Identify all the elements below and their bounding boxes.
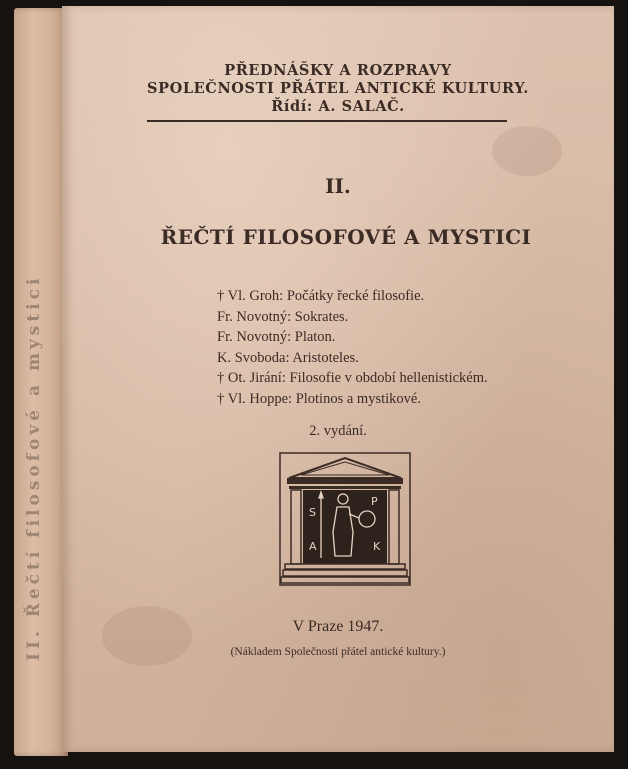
book-spine [14,8,68,756]
contents-work: Počátky řecké filosofie. [286,288,425,304]
contents-work: Platon. [294,329,336,345]
contents-author: † Ot. Jirání: [217,370,286,386]
contents-item [217,286,597,307]
contents-author: † Vl. Hoppe: [217,390,293,407]
contents-work: Aristoteles. [292,349,359,366]
series-editor: Řídí: A. SALAČ. [271,98,405,115]
contents-item [217,327,597,348]
emblem-letter-p: P [371,495,378,508]
contents-item [217,307,597,328]
contents-author: Fr. Novotný: [217,308,292,325]
contents-work: Sokrates. [294,308,349,325]
book-title: ŘEČTÍ FILOSOFOVÉ A MYSTICI [160,225,532,249]
contents-work: Plotinos a mystikové. [295,390,421,407]
header-rule [147,120,507,122]
contents-author: Fr. Novotný: [217,329,292,345]
emblem-letter-k: K [373,540,381,553]
edition-label: 2. vydání. [309,423,367,439]
contents-item [217,348,597,369]
contents-list [217,286,597,409]
contents-work: Filosofie v období hellenistickém. [289,370,488,386]
series-line-2: SPOLEČNOSTI PŘÁTEL ANTICKÉ KULTURY. [147,80,529,97]
book-cover [62,6,614,752]
contents-author: K. Svoboda: [217,349,290,366]
volume-number: II. [325,174,351,198]
paper-stain [492,126,562,176]
contents-item [217,389,597,410]
spine-title: II. Řečtí filosofové a mystici [24,274,44,662]
temple-emblem-icon [279,452,411,586]
series-line-1: PŘEDNÁŠKY A ROZPRAVY [224,62,452,79]
emblem-letter-a: A [309,540,317,553]
contents-item [217,368,597,389]
place-and-year: V Praze 1947. [292,618,384,635]
publisher-line: (Nákladem Společnosti přátel antické kultury.) [230,646,446,658]
contents-author: † Vl. Groh: [217,288,284,304]
emblem-letter-s: S [309,506,316,519]
